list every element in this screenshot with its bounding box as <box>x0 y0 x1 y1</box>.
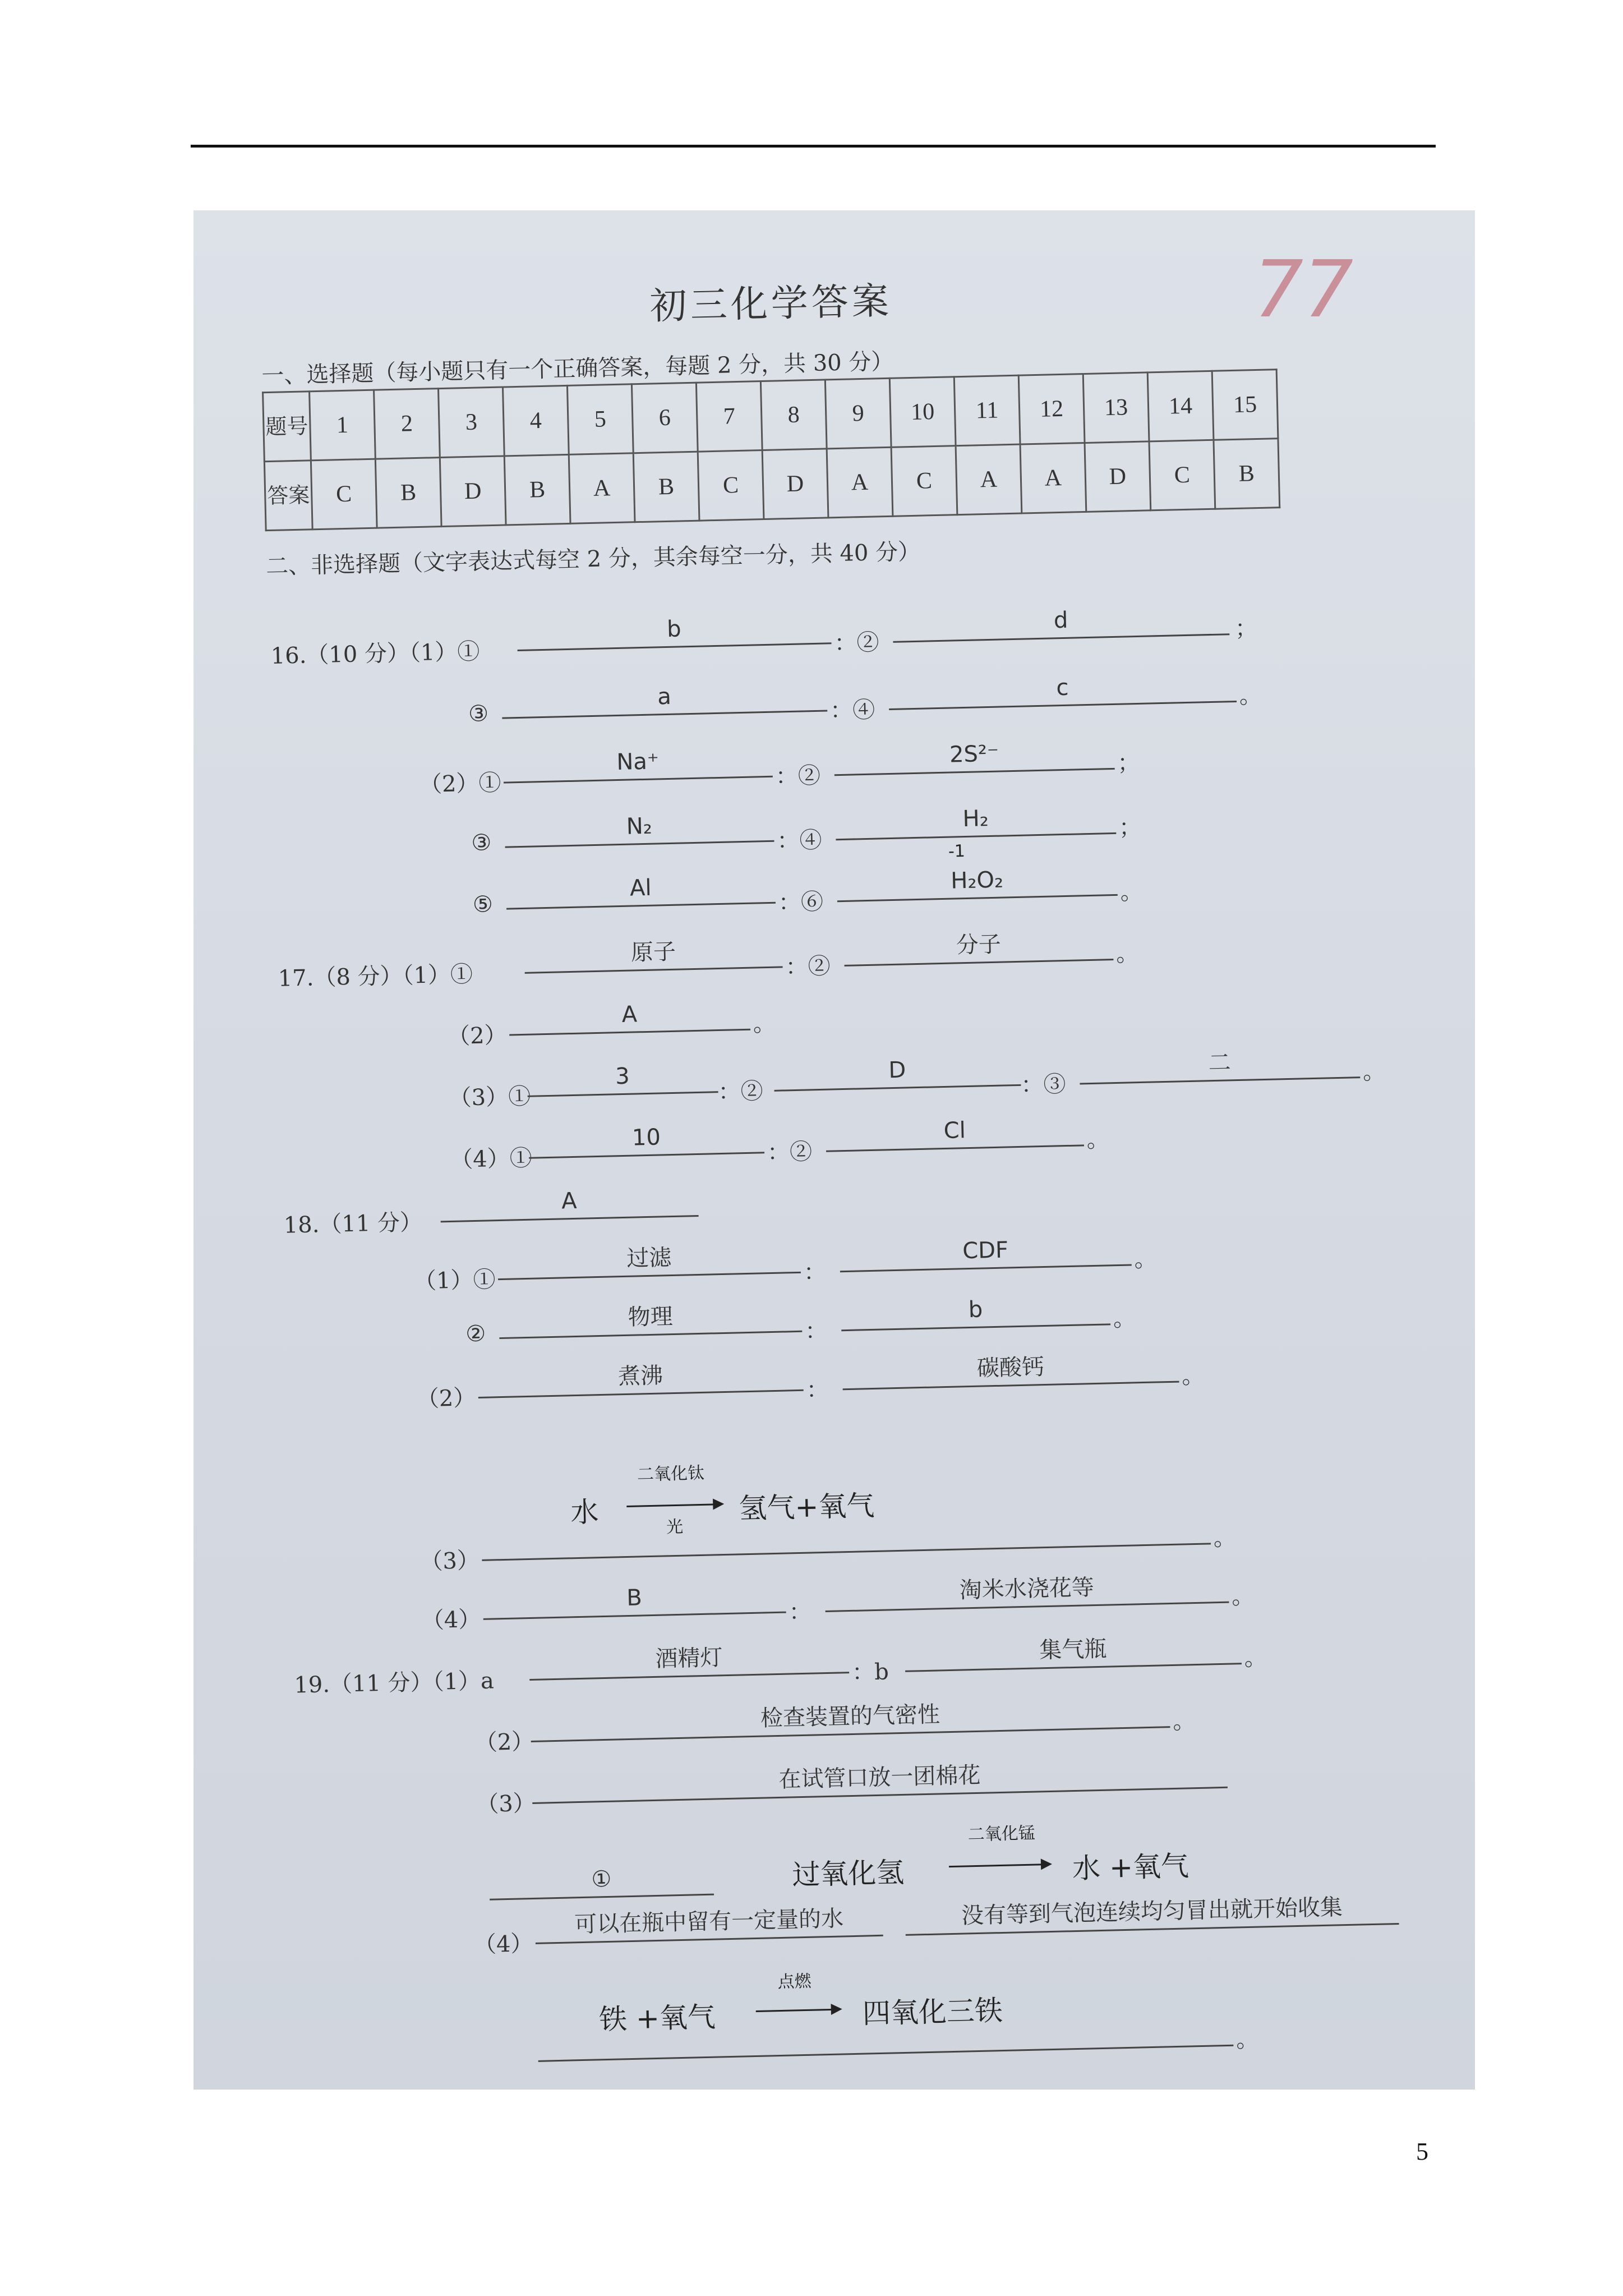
q19-4-answer-2: 没有等到气泡连续均匀冒出就开始收集 <box>905 1889 1399 1936</box>
q16-label: 16.（10 分）（1）① <box>270 638 480 669</box>
q19-3-reactant: 过氧化氢 <box>791 1856 905 1892</box>
q17-1-marker-2: ：② <box>785 953 831 981</box>
q18-3-condition-top: 二氧化钛 <box>637 1463 705 1485</box>
q17-3-end: 。 <box>1362 1059 1386 1085</box>
table-cell: 14 <box>1147 371 1214 441</box>
q19-4-product: 四氧化三铁 <box>862 1994 1003 2030</box>
q16-2-answer-6: H₂O₂ <box>837 861 1118 902</box>
q16-1-marker-3: ③ <box>468 701 489 728</box>
table-cell: A <box>827 447 893 518</box>
q19-1-answer-b: 集气瓶 <box>905 1629 1242 1672</box>
q19-3-label: （3） <box>476 1790 536 1818</box>
page-title: 初三化学答案 <box>649 279 893 328</box>
table-cell: 8 <box>760 380 827 450</box>
q18-4-answer-1: B <box>482 1578 786 1620</box>
q18-1-answer-2: CDF <box>840 1230 1132 1272</box>
q17-4-end: 。 <box>1086 1126 1110 1153</box>
q19-1-marker-b: ：b <box>851 1659 889 1686</box>
q18-3-end: 。 <box>1213 1525 1237 1552</box>
table-cell: 6 <box>631 383 698 453</box>
table-cell: A <box>956 444 1022 515</box>
q19-4-reactant: 铁 +氧气 <box>598 2000 716 2036</box>
q16-2-answer-2: 2S²⁻ <box>833 734 1114 776</box>
q17-2-label: （2） <box>447 1022 508 1050</box>
q17-3-marker-3: ：③ <box>1020 1071 1066 1098</box>
section-2-heading: 二、非选择题（文字表达式每空 2 分，其余每空一分，共 40 分） <box>265 539 921 580</box>
q19-3-condition: 二氧化锰 <box>967 1823 1036 1845</box>
q18-2-end: 。 <box>1181 1363 1205 1389</box>
q16-2-answer-5: Al <box>506 868 776 910</box>
q18-3-label: （3） <box>419 1547 480 1575</box>
q16-2-semicolon-1: ； <box>1117 749 1141 776</box>
q19-1-end: 。 <box>1244 1645 1267 1672</box>
q16-1-answer-4: c <box>888 667 1237 710</box>
q18-colon-1: ： <box>803 1259 827 1286</box>
q19-3-product: 水 +氧气 <box>1072 1849 1189 1885</box>
table-cell: 3 <box>439 387 505 458</box>
q18-4-end: 。 <box>1231 1583 1255 1610</box>
q16-2-semicolon-2: ； <box>1118 814 1142 841</box>
q17-label: 17.（8 分）（1）① <box>278 961 473 992</box>
table-cell: D <box>762 449 828 519</box>
table-cell: A <box>569 453 635 524</box>
q19-3-reaction-arrow <box>949 1864 1050 1867</box>
q18-colon-2: ： <box>804 1318 828 1345</box>
table-cell: C <box>698 450 764 521</box>
table-cell: B <box>504 454 570 525</box>
q18-1-marker-2: ② <box>465 1320 486 1347</box>
table-cell: A <box>1020 443 1086 513</box>
q19-4-end: 。 <box>1235 2026 1259 2053</box>
q16-1-answer-3: a <box>501 677 827 719</box>
table-cell: 5 <box>567 384 633 455</box>
q17-3-marker-2: ：② <box>718 1078 764 1106</box>
q18-3-reactant: 水 <box>570 1496 600 1529</box>
q16-1-marker-2: ：② <box>833 629 880 657</box>
q19-2-answer: 检查装置的气密性 <box>530 1692 1170 1742</box>
q16-1-end: 。 <box>1239 682 1262 709</box>
q16-2-marker-2: ：② <box>775 762 821 790</box>
q16-2-answer-4: H₂ <box>835 799 1116 840</box>
q18-2-label: （2） <box>416 1385 476 1412</box>
table-cell: D <box>440 456 506 527</box>
table-cell: B <box>375 458 441 528</box>
answer-sheet-photo <box>193 210 1475 2090</box>
q17-2-end: 。 <box>753 1010 776 1037</box>
score-mark: 77 <box>1253 244 1354 335</box>
q16-2-label: （2）① <box>419 770 501 798</box>
table-cell: D <box>1085 441 1151 512</box>
q18-2-answer-2: 碳酸钙 <box>842 1347 1179 1391</box>
q18-3-condition-bottom: 光 <box>666 1517 684 1538</box>
q16-1-answer-1: b <box>517 609 831 651</box>
q19-4-condition: 点燃 <box>777 1971 812 1993</box>
q17-3-answer-3: 二 <box>1079 1043 1360 1084</box>
q17-4-answer-1: 10 <box>528 1118 764 1159</box>
table-cell: 13 <box>1083 372 1149 443</box>
q18-4-label: （4） <box>421 1606 481 1634</box>
table-cell: B <box>1214 439 1280 509</box>
table-cell: C <box>891 446 957 517</box>
q18-colon-3: ： <box>806 1377 829 1404</box>
q16-2-answer-1: Na⁺ <box>503 742 773 784</box>
row-header-number: 题号 <box>263 392 311 462</box>
q19-3-answer: 在试管口放一团棉花 <box>532 1753 1228 1804</box>
q16-2-valence-mark: -1 <box>948 841 966 862</box>
q17-3-answer-2: D <box>773 1051 1021 1092</box>
table-cell: 12 <box>1018 374 1085 445</box>
table-cell: 10 <box>889 377 956 448</box>
q18-colon-4: ： <box>789 1599 812 1626</box>
q19-4-answer-1: 可以在瓶中留有一定量的水 <box>535 1901 883 1944</box>
row-header-answer: 答案 <box>264 461 312 531</box>
q18-answer-0: A <box>440 1181 698 1222</box>
q19-4-reaction-arrow <box>756 2009 840 2012</box>
header-rule <box>191 145 1436 148</box>
q16-1-answer-2: d <box>892 600 1229 643</box>
table-cell: 2 <box>374 389 440 459</box>
table-cell: 1 <box>310 390 376 461</box>
table-cell: C <box>1149 440 1215 510</box>
q16-1-semicolon: ； <box>1234 615 1258 642</box>
q17-1-answer-1: 原子 <box>524 932 782 973</box>
q17-4-label: （4）① <box>450 1145 533 1173</box>
q17-1-answer-2: 分子 <box>843 925 1113 967</box>
q18-4-answer-2: 淘米水浇花等 <box>824 1568 1229 1612</box>
multiple-choice-table <box>262 369 1280 531</box>
q18-1-end: 。 <box>1134 1246 1158 1273</box>
q18-3-reaction-arrow <box>626 1503 722 1507</box>
table-cell: 7 <box>696 381 762 452</box>
q17-4-answer-2: Cl <box>826 1111 1084 1152</box>
q18-3-product: 氢气+氧气 <box>738 1489 875 1525</box>
q19-label: 19.（11 分）（1）a <box>293 1668 495 1699</box>
section-1-heading: 一、选择题（每小题只有一个正确答案，每题 2 分，共 30 分） <box>261 348 894 389</box>
q16-2-marker-4: ：④ <box>776 827 822 854</box>
q17-4-marker-2: ：② <box>767 1139 813 1166</box>
answer-sheet <box>193 210 1475 2090</box>
q19-3-circle-blank: ① <box>489 1860 714 1901</box>
q17-3-answer-1: 3 <box>527 1057 718 1097</box>
q18-2-answer-1: 煮沸 <box>477 1356 803 1398</box>
q16-1-marker-4: ：④ <box>829 697 875 724</box>
q18-1-answer-3: 物理 <box>499 1297 802 1339</box>
table-cell: B <box>633 452 699 522</box>
q19-2-end: 。 <box>1172 1708 1196 1734</box>
q18-1-end-2: 。 <box>1113 1305 1136 1332</box>
q16-2-answer-3: N₂ <box>504 807 774 848</box>
table-cell: 11 <box>954 375 1020 446</box>
table-cell: C <box>311 459 377 530</box>
q18-label: 18.（11 分） <box>283 1209 423 1239</box>
page-number: 5 <box>1416 2138 1428 2165</box>
q18-1-answer-1: 过滤 <box>497 1238 801 1280</box>
q16-2-end: 。 <box>1120 878 1144 905</box>
q19-4-label: （4） <box>473 1930 533 1958</box>
q16-2-marker-5: ⑤ <box>472 891 494 918</box>
q17-3-label: （3）① <box>449 1083 531 1111</box>
q19-1-answer-a: 酒精灯 <box>529 1638 849 1681</box>
q18-1-label: （1）① <box>413 1267 496 1295</box>
q19-2-label: （2） <box>474 1728 534 1756</box>
q18-1-answer-4: b <box>841 1290 1110 1331</box>
q16-2-marker-3: ③ <box>471 830 492 856</box>
q17-2-answer: A <box>509 995 750 1036</box>
table-cell: 9 <box>825 378 891 449</box>
table-cell: 15 <box>1212 370 1278 440</box>
table-cell: 4 <box>502 385 569 456</box>
q17-1-end: 。 <box>1115 941 1139 967</box>
q16-2-marker-6: ：⑥ <box>778 889 824 916</box>
